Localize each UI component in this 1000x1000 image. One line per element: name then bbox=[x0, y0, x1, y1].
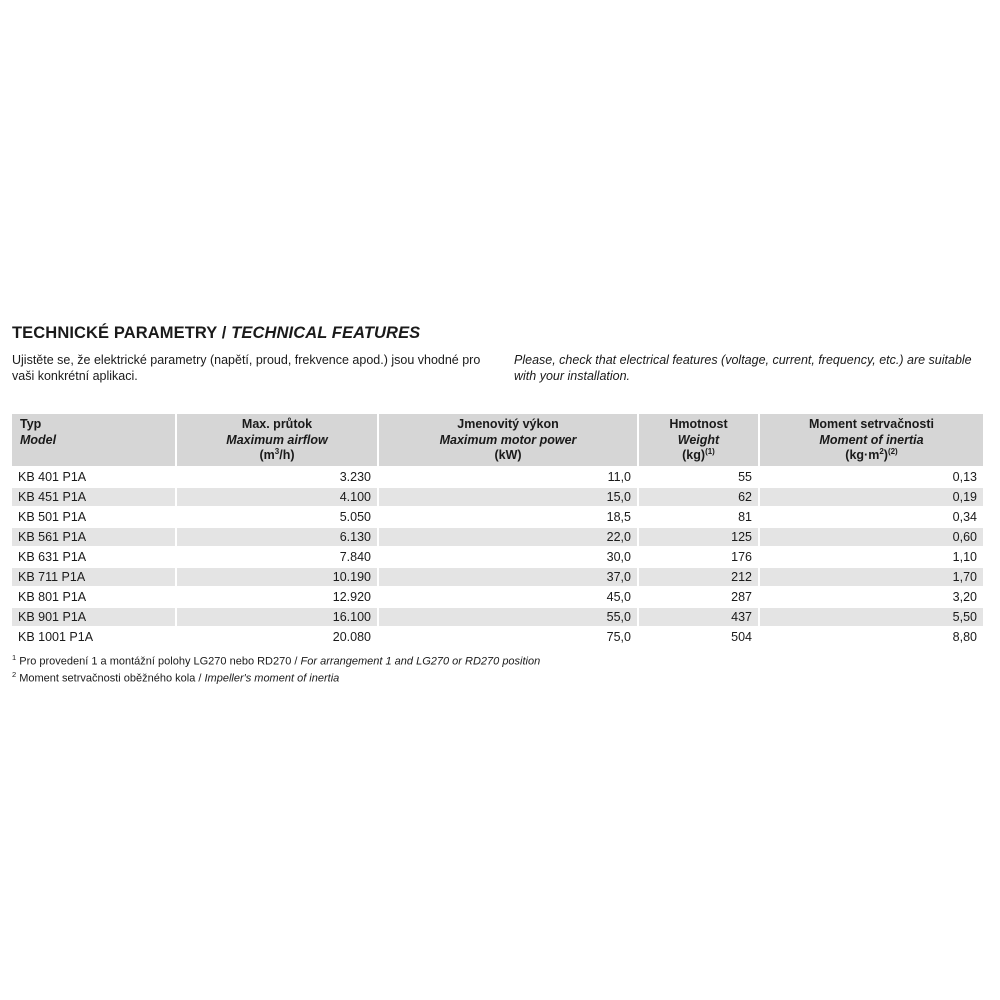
cell-model: KB 801 P1A bbox=[12, 586, 177, 606]
header-power bbox=[379, 414, 639, 466]
table-row bbox=[12, 506, 983, 526]
intro-cz: Ujistěte se, že elektrické parametry (napětí, proud, frekvence apod.) jsou vhodné pro vaši konkrétní aplikaci. bbox=[12, 353, 481, 383]
cell-inertia: 1,70 bbox=[760, 566, 983, 586]
table-row bbox=[12, 586, 983, 606]
intro-text bbox=[12, 352, 984, 384]
cell-airflow: 16.100 bbox=[177, 606, 379, 626]
header-airflow-unit: $(m^3/h)$ bbox=[259, 446, 295, 462]
cell-power: 30,0 bbox=[379, 546, 639, 566]
intro-en: Please, check that electrical features (voltage, current, frequency, etc.) are suitable with your installation. bbox=[514, 353, 972, 383]
header-airflow-en: Maximum airflow bbox=[226, 432, 328, 447]
cell-model: KB 401 P1A bbox=[12, 466, 177, 486]
cell-power: 15,0 bbox=[379, 486, 639, 506]
cell-weight: 62 bbox=[639, 486, 760, 506]
header-weight-en: Weight bbox=[677, 432, 720, 447]
cell-power: 55,0 bbox=[379, 606, 639, 626]
cell-inertia: 0,13 bbox=[760, 466, 983, 486]
cell-airflow: 5.050 bbox=[177, 506, 379, 526]
cell-inertia: 0,19 bbox=[760, 486, 983, 506]
header-weight-unit: (kg)$^{(1)}$ bbox=[682, 446, 715, 462]
header-model-en: Model bbox=[20, 432, 57, 447]
header-power-unit: (kW) bbox=[494, 448, 522, 462]
header-model-cz: Typ bbox=[20, 417, 42, 431]
title-cz: TECHNICKÉ PARAMETRY / bbox=[12, 324, 232, 342]
footnote-1: $^1$ Pro provedení 1 a montážní polohy LG270 nebo RD270 / For arrangement 1 and LG270 or RD270 position bbox=[12, 652, 541, 668]
header-airflow bbox=[177, 414, 379, 466]
table-row bbox=[12, 546, 983, 566]
cell-airflow: 10.190 bbox=[177, 566, 379, 586]
cell-inertia: 3,20 bbox=[760, 586, 983, 606]
header-inertia-unit: $(kg\cdot m^2)^{(2)}$ bbox=[845, 446, 898, 462]
cell-weight: 81 bbox=[639, 506, 760, 526]
cell-inertia: 5,50 bbox=[760, 606, 983, 626]
header-inertia bbox=[760, 414, 983, 466]
header-inertia-en: Moment of inertia bbox=[819, 432, 924, 447]
cell-weight: 55 bbox=[639, 466, 760, 486]
cell-model: KB 451 P1A bbox=[12, 486, 177, 506]
cell-model: KB 901 P1A bbox=[12, 606, 177, 626]
cell-model: KB 501 P1A bbox=[12, 506, 177, 526]
cell-power: 37,0 bbox=[379, 566, 639, 586]
cell-weight: 504 bbox=[639, 626, 760, 646]
cell-inertia: 0,34 bbox=[760, 506, 983, 526]
table-header-row bbox=[12, 414, 983, 466]
header-inertia-cz: Moment setrvačnosti bbox=[808, 417, 935, 431]
table-row bbox=[12, 466, 983, 486]
cell-weight: 437 bbox=[639, 606, 760, 626]
cell-power: 11,0 bbox=[379, 466, 639, 486]
cell-inertia: 1,10 bbox=[760, 546, 983, 566]
cell-power: 75,0 bbox=[379, 626, 639, 646]
cell-airflow: 4.100 bbox=[177, 486, 379, 506]
cell-airflow: 20.080 bbox=[177, 626, 379, 646]
table-row bbox=[12, 626, 983, 646]
header-airflow-cz: Max. průtok bbox=[241, 417, 313, 431]
cell-inertia: 8,80 bbox=[760, 626, 983, 646]
cell-model: KB 711 P1A bbox=[12, 566, 177, 586]
cell-power: 18,5 bbox=[379, 506, 639, 526]
technical-features-section bbox=[12, 324, 984, 686]
table-row bbox=[12, 566, 983, 586]
cell-power: 22,0 bbox=[379, 526, 639, 546]
cell-model: KB 1001 P1A bbox=[12, 626, 177, 646]
cell-power: 45,0 bbox=[379, 586, 639, 606]
cell-inertia: 0,60 bbox=[760, 526, 983, 546]
header-power-en: Maximum motor power bbox=[439, 432, 577, 447]
table-row bbox=[12, 486, 983, 506]
cell-airflow: 3.230 bbox=[177, 466, 379, 486]
footnote-2: $^2$ Moment setrvačnosti oběžného kola / Impeller's moment of inertia bbox=[12, 670, 340, 685]
header-weight bbox=[639, 414, 760, 466]
header-weight-cz: Hmotnost bbox=[669, 417, 728, 431]
cell-airflow: 7.840 bbox=[177, 546, 379, 566]
cell-model: KB 561 P1A bbox=[12, 526, 177, 546]
footnotes bbox=[12, 651, 984, 686]
cell-weight: 176 bbox=[639, 546, 760, 566]
header-power-cz: Jmenovitý výkon bbox=[457, 417, 559, 431]
cell-airflow: 6.130 bbox=[177, 526, 379, 546]
cell-weight: 287 bbox=[639, 586, 760, 606]
section-title bbox=[12, 324, 984, 343]
cell-weight: 212 bbox=[639, 566, 760, 586]
cell-airflow: 12.920 bbox=[177, 586, 379, 606]
cell-weight: 125 bbox=[639, 526, 760, 546]
technical-table bbox=[12, 414, 983, 646]
header-model bbox=[12, 414, 177, 466]
table-row bbox=[12, 606, 983, 626]
title-en: TECHNICAL FEATURES bbox=[231, 324, 421, 342]
cell-model: KB 631 P1A bbox=[12, 546, 177, 566]
table-row bbox=[12, 526, 983, 546]
